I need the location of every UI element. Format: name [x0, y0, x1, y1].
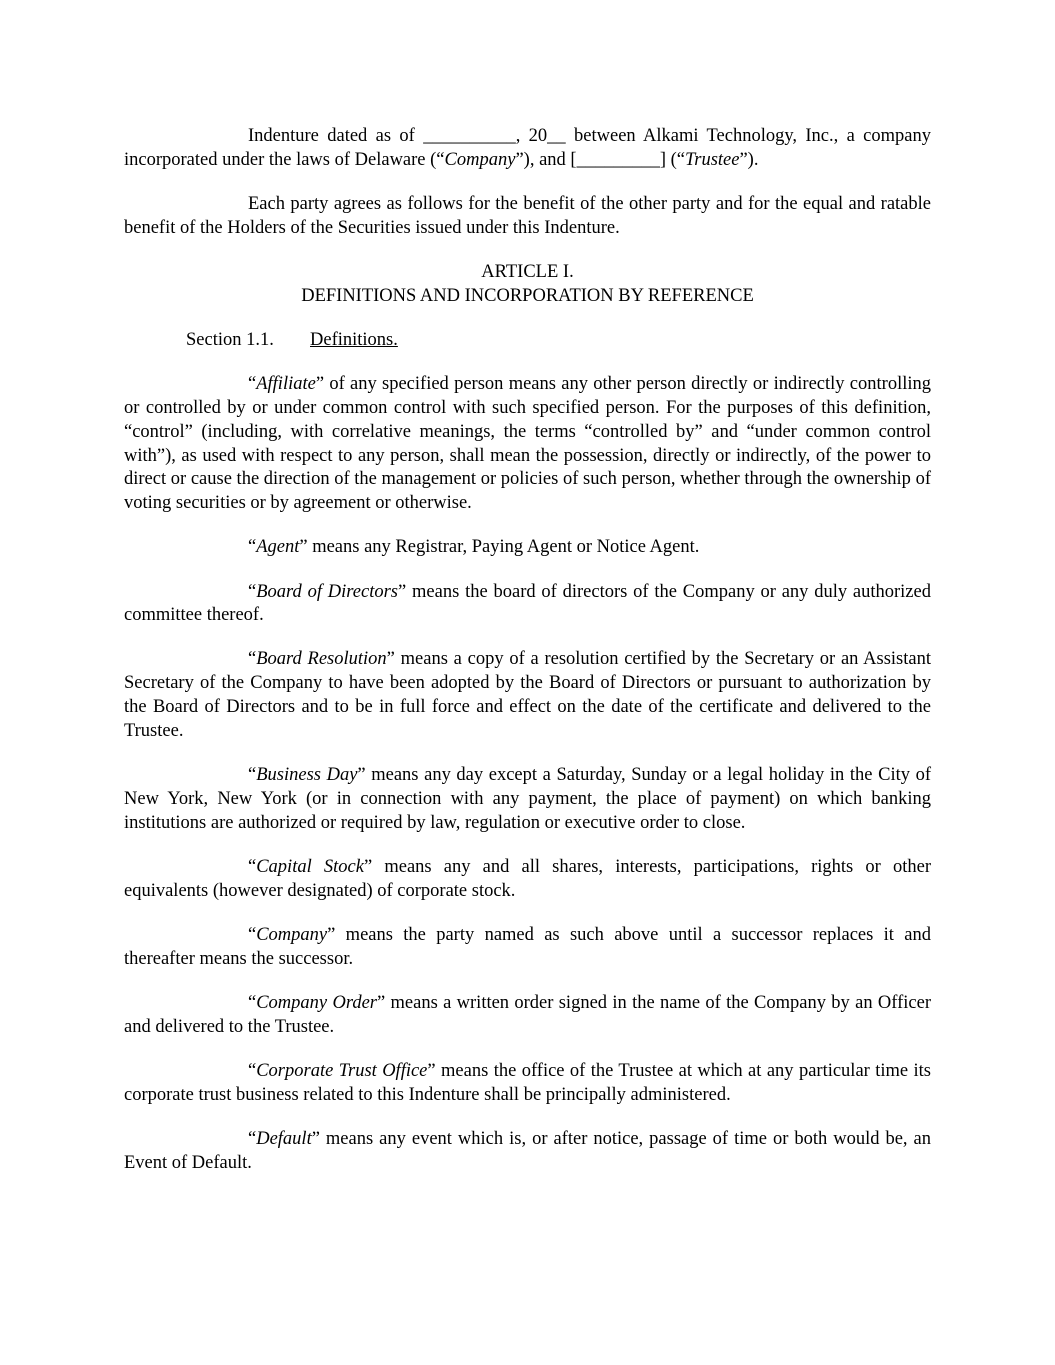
- definition-paragraph: [124, 924, 931, 972]
- intro-text-a: Indenture dated as of __________, 20__ between Alkami Technology, Inc., a company incorporated under the laws of Delaware (“: [124, 126, 931, 170]
- document-page: [124, 125, 931, 1196]
- defined-term: Board Resolution: [256, 649, 387, 670]
- definition-paragraph: [124, 992, 931, 1040]
- definition-text: ” means any Registrar, Paying Agent or Notice Agent.: [299, 537, 700, 558]
- defined-term: Corporate Trust Office: [256, 1060, 428, 1081]
- definition-text: ” means the office of the Trustee at which at any particular time its corporate trust business related to this Indenture shall be principally administered.: [124, 1060, 932, 1105]
- open-quote: “: [248, 1128, 257, 1149]
- open-quote: “: [248, 537, 257, 558]
- defined-term: Board of Directors: [256, 581, 398, 602]
- intro-text-b: ”), and [_________] (“: [515, 149, 685, 170]
- definition-text: ” of any specified person means any other person directly or indirectly controlling or controlled by or under common control with such specified person. For the purposes of this definition, “control” (including, with correlative meanings, the terms “controlled by” and “under common control with”), as used with respect to any person, shall mean the possession, directly or indirectly, of the power to direct or cause the direction of the management or policies of such person, whether through the ownership of voting securities or by agreement or otherwise.: [124, 374, 931, 514]
- intro-text-c: ”).: [739, 149, 759, 170]
- definition-text: ” means any event which is, or after notice, passage of time or both would be, an Event of Default.: [124, 1128, 931, 1173]
- article-heading: [124, 261, 931, 309]
- open-quote: “: [248, 856, 257, 877]
- definition-paragraph: [124, 581, 931, 629]
- defined-term: Agent: [256, 537, 300, 558]
- open-quote: “: [248, 649, 257, 670]
- open-quote: “: [248, 1060, 257, 1081]
- definition-paragraph: [124, 648, 931, 743]
- open-quote: “: [248, 374, 257, 395]
- definition-paragraph: [124, 1128, 931, 1176]
- open-quote: “: [248, 765, 257, 786]
- definition-text: ” means any and all shares, interests, participations, rights or other equivalents (however designated) of corporate stock.: [124, 856, 932, 901]
- defined-term: Default: [256, 1128, 312, 1149]
- defined-term: Affiliate: [256, 374, 316, 395]
- defined-term: Capital Stock: [256, 856, 364, 877]
- definition-paragraph: [124, 1060, 931, 1108]
- defined-term: Company Order: [256, 992, 377, 1013]
- section-heading: [124, 329, 931, 353]
- company-term: Company: [444, 149, 516, 170]
- definition-paragraph: [124, 373, 931, 516]
- definition-text: ” means a written order signed in the name of the Company by an Officer and delivered to the Trustee.: [124, 992, 931, 1037]
- intro-paragraph: [124, 125, 931, 173]
- open-quote: “: [248, 581, 257, 602]
- definition-text: ” means the party named as such above until a successor replaces it and thereafter means the successor.: [124, 924, 931, 969]
- defined-term: Business Day: [256, 765, 358, 786]
- definition-text: ” means a copy of a resolution certified by the Secretary or an Assistant Secretary of the Company to have been adopted by the Board of Directors or pursuant to authorization by the Board of Directors and to be in full force and effect on the date of the certificate and delivered to the Trustee.: [124, 649, 931, 741]
- definition-paragraph: [124, 536, 931, 560]
- definition-paragraph: [124, 764, 931, 835]
- agreement-paragraph: Each party agrees as follows for the benefit of the other party and for the equal and ratable benefit of the Holders of the Securities issued under this Indenture.: [124, 193, 931, 238]
- definitions-list: [124, 373, 931, 1175]
- section-number: Section 1.1.: [186, 329, 274, 350]
- definition-paragraph: [124, 856, 931, 904]
- open-quote: “: [248, 992, 257, 1013]
- definition-text: ” means the board of directors of the Company or any duly authorized committee thereof.: [124, 581, 931, 626]
- defined-term: Company: [256, 924, 328, 945]
- article-title: DEFINITIONS AND INCORPORATION BY REFERENCE: [301, 285, 754, 306]
- trustee-term: Trustee: [684, 149, 740, 170]
- open-quote: “: [248, 924, 257, 945]
- definition-text: ” means any day except a Saturday, Sunday or a legal holiday in the City of New York, New York (or in connection with any payment, the place of payment) on which banking institutions are authorized or required by law, regulation or executive order to close.: [124, 765, 931, 833]
- section-title: Definitions.: [310, 329, 398, 350]
- article-number: ARTICLE I.: [481, 261, 574, 282]
